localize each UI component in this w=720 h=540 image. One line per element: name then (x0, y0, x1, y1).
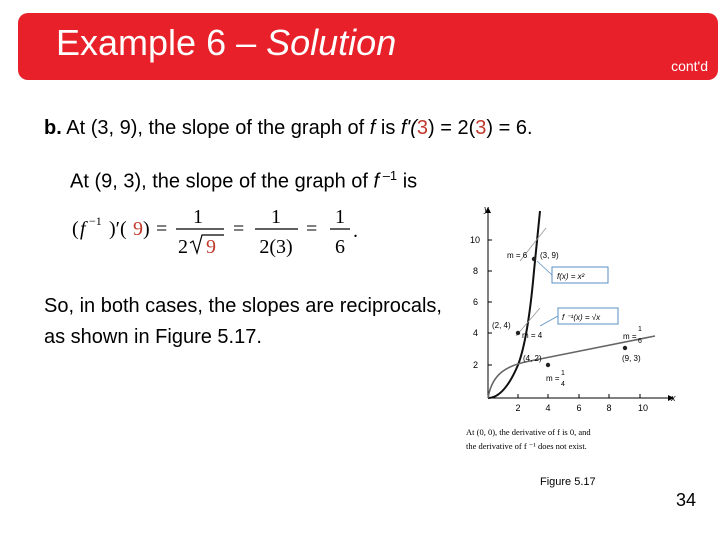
y-tick-label: 10 (469, 235, 480, 245)
title-main: Example 6 – (56, 22, 267, 63)
eq-frac3-den: 6 (335, 236, 345, 258)
point-label: (2, 4) (492, 321, 511, 330)
f-formula-label: f(x) = x² (557, 272, 585, 281)
y-axis-label: y (484, 204, 489, 214)
eq-period: . (353, 220, 358, 242)
eq-frac3-num: 1 (335, 206, 345, 228)
line1-f: f (369, 117, 376, 139)
x-tick-label: 6 (576, 403, 582, 413)
line2-text2: is (397, 170, 418, 193)
part-b-label: b. (44, 117, 62, 139)
eq-close-paren: ) (143, 218, 150, 240)
x-ticks (515, 394, 648, 413)
eq-frac1-rad: 9 (206, 236, 216, 258)
eq-frac2-den: 2(3) (259, 236, 293, 258)
x-tick-label: 4 (545, 403, 551, 413)
slope-label: m = 6 (507, 251, 528, 260)
slope-num: 1 (638, 326, 642, 333)
eq-equals-2: = (233, 218, 245, 240)
derivative-equation (72, 203, 362, 263)
callout-pointer (537, 261, 552, 275)
contd-label: cont'd (671, 58, 708, 74)
eq-equals-3: = (306, 218, 318, 240)
line1-num1: 3 (416, 117, 429, 139)
slope-label: m = 4 (522, 331, 543, 340)
slope-den: 6 (638, 338, 642, 345)
f-inverse-formula-label: f ⁻¹(x) = √x (562, 313, 601, 322)
y-ticks (470, 235, 492, 370)
y-tick-label: 4 (472, 328, 478, 338)
point-4-2 (546, 363, 550, 367)
page-number: 34 (676, 490, 697, 510)
line1-text3: ) = 2( (428, 117, 476, 139)
eq-sup: −1 (89, 214, 102, 228)
eq-open-paren: ( (72, 218, 79, 240)
y-tick-label: 6 (472, 297, 478, 307)
line1-num2: 3 (475, 117, 487, 139)
y-tick-label: 8 (472, 266, 478, 276)
point-label: (4, 2) (523, 354, 542, 363)
callout-pointer (540, 316, 558, 326)
eq-frac2-num: 1 (271, 206, 281, 228)
x-tick-label: 2 (515, 403, 521, 413)
eq-prime-paren: )′( (109, 218, 127, 240)
part-b-line (44, 117, 533, 140)
inverse-slope-line (70, 168, 417, 194)
figure-note: At (0, 0), the derivative of f is 0, and (466, 427, 591, 437)
slope-label: m = (546, 374, 560, 383)
line1-text2: is (375, 117, 401, 139)
x-tick-label: 8 (606, 403, 612, 413)
line1-text4: ) = 6. (486, 117, 533, 139)
eq-arg: 9 (133, 218, 143, 240)
title-italic: Solution (266, 22, 397, 63)
line1-text1: At (3, 9), the slope of the graph of (61, 117, 370, 139)
point-2-4 (516, 331, 520, 335)
slide-title (56, 21, 396, 65)
line2-text1: At (9, 3), the slope of the graph of (70, 170, 374, 193)
figure-note: the derivative of f ⁻¹ does not exist. (466, 441, 587, 451)
slope-num: 1 (561, 370, 565, 377)
title-bar (18, 13, 718, 80)
line1-fprime: f'( (400, 117, 417, 139)
point-9-3 (623, 346, 627, 350)
point-label: (9, 3) (622, 354, 641, 363)
point-label: (3, 9) (540, 251, 559, 260)
curve-f (488, 211, 540, 398)
point-3-9 (532, 257, 536, 261)
line2-f: f (373, 170, 380, 193)
x-tick-label: 10 (637, 403, 649, 413)
eq-f: f (80, 218, 86, 240)
slope-den: 4 (561, 381, 565, 388)
x-axis-label: x (671, 393, 676, 403)
figure-5-17 (460, 203, 680, 465)
line2-sup: –1 (379, 168, 398, 183)
curve-f-inverse (488, 336, 655, 398)
figure-caption: Figure 5.17 (540, 476, 596, 488)
eq-frac1-den: 2 (178, 236, 188, 258)
conclusion-paragraph: So, in both cases, the slopes are reciprocals, as shown in Figure 5.17. (44, 295, 442, 348)
slope-label: m = (623, 332, 637, 341)
eq-equals-1: = (156, 218, 168, 240)
y-tick-label: 2 (472, 360, 478, 370)
eq-frac1-num: 1 (193, 206, 203, 228)
